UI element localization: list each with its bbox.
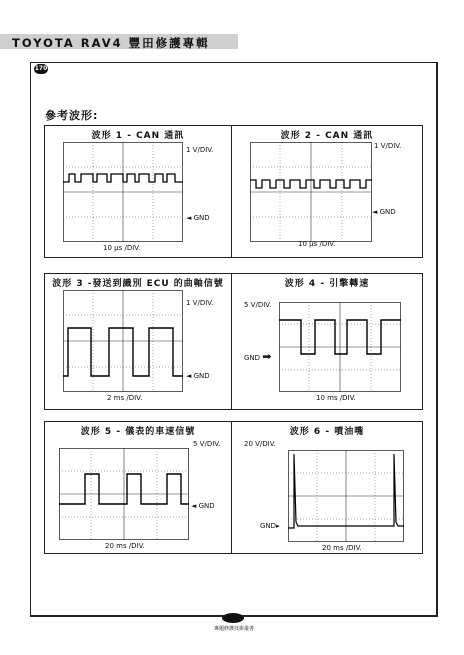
publisher-logo	[222, 613, 244, 623]
header-title: TOYOTA RAV4 豐田修護專輯	[12, 36, 210, 50]
ground-label: GND	[379, 208, 396, 216]
waveform-panel-2	[232, 126, 422, 257]
panel-title: 波形 1 - CAN 通訊	[91, 131, 185, 141]
waveform-panel-3	[45, 274, 232, 409]
panel-title: 波形 4 - 引擎轉速	[284, 279, 370, 289]
waveform-row-3	[44, 421, 423, 554]
ground-marker: ◄ GND	[186, 214, 210, 222]
volt-per-div-label: 5 V/DIV.	[193, 440, 221, 448]
volt-per-div-label: 1 V/DIV.	[186, 299, 214, 307]
waveform-panel-6	[232, 422, 422, 553]
waveform-trace	[63, 174, 183, 182]
volt-per-div-label: 1 V/DIV.	[374, 142, 402, 150]
time-per-div-label: 20 ms /DIV.	[105, 542, 145, 550]
time-per-div-label: 10 μs /DIV.	[298, 240, 336, 248]
panel-title: 波形 2 - CAN 通訊	[280, 131, 374, 141]
volt-per-div-label: 20 V/DIV.	[244, 440, 276, 448]
ground-label: GND	[193, 214, 210, 222]
ground-marker: ◄ GND	[372, 208, 396, 216]
ground-label: GND	[193, 372, 210, 380]
waveform-row-2	[44, 273, 423, 410]
scope-graticule	[63, 290, 183, 392]
scope-graticule	[250, 142, 372, 242]
ground-marker: GND ➡	[244, 350, 272, 363]
ground-marker: ◄ GND	[186, 372, 210, 380]
time-per-div-label: 10 μs /DIV.	[103, 244, 141, 252]
scope-graticule	[59, 448, 189, 540]
ground-label: GND	[198, 502, 215, 510]
ground-label: GND	[244, 354, 261, 362]
waveform-panel-4	[232, 274, 422, 409]
scope-graticule	[279, 302, 401, 392]
section-title: 參考波形:	[45, 109, 99, 122]
panel-title: 波形 6 - 噴油嘴	[289, 427, 365, 437]
panel-title: 波形 5 - 儀表的車速信號	[80, 427, 196, 437]
time-per-div-label: 20 ms /DIV.	[322, 544, 362, 552]
time-per-div-label: 10 ms /DIV.	[316, 394, 356, 402]
volt-per-div-label: 5 V/DIV.	[244, 301, 272, 309]
scope-graticule	[288, 450, 404, 542]
time-per-div-label: 2 ms /DIV.	[107, 394, 143, 402]
ground-label: GND	[260, 522, 277, 530]
volt-per-div-label: 1 V/DIV.	[186, 146, 214, 154]
panel-title: 波形 3 -發送到識別 ECU 的曲軸信號	[52, 279, 224, 289]
waveform-panel-5	[45, 422, 232, 553]
ground-marker: GND▸	[260, 522, 280, 530]
waveform-row-1	[44, 125, 423, 258]
scope-graticule	[63, 142, 183, 242]
waveform-panel-1	[45, 126, 232, 257]
ground-marker: ◄ GND	[191, 502, 215, 510]
page-badge: 170	[34, 65, 48, 72]
publisher-name: 專題修護技術叢書	[214, 626, 255, 632]
